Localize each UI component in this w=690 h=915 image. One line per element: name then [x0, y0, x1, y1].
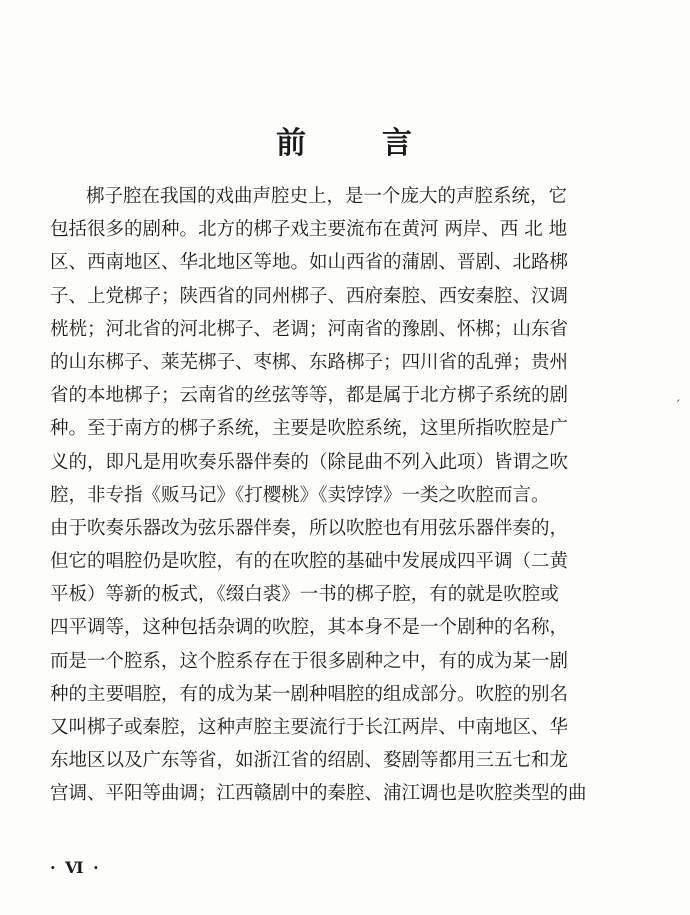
text-line: 包括很多的剧种。北方的梆子戏主要流布在黄河 两岸、西 北 地 [50, 219, 568, 241]
text-line: 种。至于南方的梆子系统，主要是吹腔系统，这里所指吹腔是广 [50, 418, 569, 440]
text-line: 又叫梆子或秦腔，这种声腔主要流行于长江两岸、中南地区、华 [50, 717, 569, 738]
title-char-1: 前 [276, 126, 308, 161]
title-char-2: 言 [382, 126, 414, 161]
text-line: 腔，非专指《贩马记》《打樱桃》《卖饽饽》一类之吹腔而言。 [50, 484, 550, 506]
text-line: 东地区以及广东等省，如浙江省的绍剧、婺剧等都用三五七和龙 [50, 750, 569, 772]
text-line: 但它的唱腔仍是吹腔，有的在吹腔的基础中发展成四平调（二黄 [50, 551, 569, 573]
text-line: 区、西南地区、华北地区等地。如山西省的蒲剧、晋剧、北路梆 [50, 252, 569, 274]
text-line: 平板）等新的板式，《缀白裘》一书的梆子腔，有的就是吹腔或 [50, 584, 559, 606]
text-line: 省的本地梆子；云南省的丝弦等等，都是属于北方梆子系统的剧 [50, 385, 569, 407]
text-line: 梆子腔在我国的戏曲声腔史上，是一个庞大的声腔系统，它 [86, 186, 568, 207]
margin-mark: ′ [676, 398, 680, 414]
text-line: 而是一个腔系，这个腔系存在于很多剧种之中，有的成为某一剧 [50, 650, 569, 672]
text-line: 子、上党梆子；陕西省的同州梆子、西府秦腔、西安秦腔、汉调 [50, 285, 569, 307]
text-line: 由于吹奏乐器改为弦乐器伴奏，所以吹腔也有用弦乐器伴奏的， [50, 517, 569, 539]
text-line: 宫调、平阳等曲调；江西赣剧中的秦腔、浦江调也是吹腔类型的曲 [50, 783, 587, 805]
text-line: 桄桄；河北省的河北梆子、老调；河南省的豫剧、怀梆；山东省 [50, 318, 569, 340]
text-line: 义的，即凡是用吹奏乐器伴奏的（除昆曲不列入此项）皆谓之吹 [50, 451, 569, 473]
page-number: · Ⅵ · [50, 858, 101, 877]
page-title [0, 118, 690, 162]
text-line: 四平调等，这种包括杂调的吹腔，其本身不是一个剧种的名称， [50, 617, 569, 639]
text-line: 种的主要唱腔，有的成为某一剧种唱腔的组成部分。吹腔的别名 [50, 683, 569, 705]
text-line: 的山东梆子、莱芜梆子、枣梆、东路梆子；四川省的乱弹；贵州 [50, 351, 569, 373]
body-text [50, 180, 650, 811]
